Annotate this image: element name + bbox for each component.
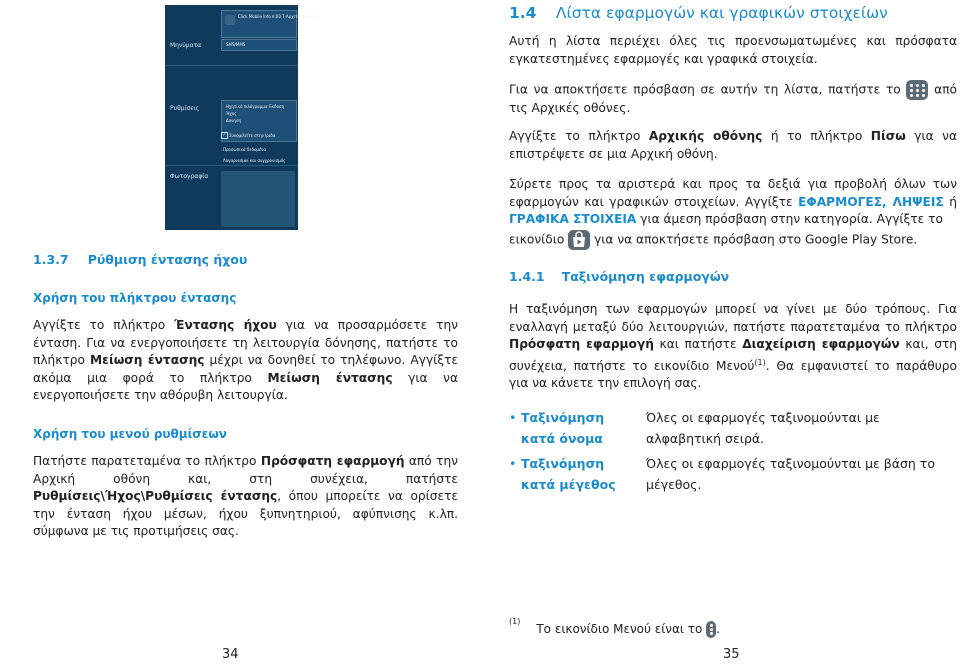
paragraph-play-store bbox=[509, 230, 957, 250]
subsection-number: 1.4.1 bbox=[509, 269, 545, 284]
phone-row-text: SMS/MMS bbox=[226, 42, 246, 47]
phone-label-messages: Μηνύματα bbox=[170, 42, 202, 49]
footnote-mark: (1) bbox=[509, 617, 521, 626]
emphasis-text: ΓΡΑΦΙΚΑ ΣΤΟΙΧΕΙΑ bbox=[509, 212, 637, 226]
message-input bbox=[221, 39, 297, 51]
text-run: ή το πλήκτρο bbox=[762, 129, 871, 143]
bullet-icon: • bbox=[509, 456, 517, 471]
text-run: για να ενεργοποιήσετε την αθόρυβη λειτουργία. bbox=[33, 370, 459, 402]
phone-screenshot bbox=[165, 5, 323, 230]
phone-label-settings: Ρυθμίσεις bbox=[170, 105, 200, 112]
section-title: Ρύθμιση έντασης ήχου bbox=[87, 252, 248, 267]
text-run: από την Αρχική οθόνη και, στη συνέχεια, πατήστε bbox=[33, 454, 458, 486]
text-run: για να προσαρμόσετε την ένταση. Για να ενεργοποιήσετε τη λειτουργία δόνησης, πατήστε το πλήκτρο bbox=[33, 318, 458, 367]
emphasis-text: Πίσω bbox=[870, 129, 906, 143]
play-store-text-end: για να αποκτήσετε πρόσβαση στο Google Play Store. bbox=[590, 232, 918, 247]
phone-row-text: Προσωπικά δεδομένα bbox=[223, 147, 266, 152]
text-run: και, στη συνέχεια, πατήστε το εικονίδιο Μενού bbox=[509, 337, 958, 373]
paragraph-intro: Αυτή η λίστα περιέχει όλες τις προενσωματωμένες και πρόσφατα εγκατεστημένες εφαρμογές και γραφικά στοιχεία. bbox=[509, 34, 957, 66]
access-text-end: από τις Αρχικές οθόνες. bbox=[509, 82, 957, 115]
bullet-icon: • bbox=[509, 410, 517, 425]
phone-row-text: Click Mobile Info π:00 Τ-Αρχιτεκτονική 2.0 bbox=[238, 14, 323, 19]
text-run: Σύρετε προς τα αριστερά και προς τα δεξιά για προβολή όλων των εφαρμογών και γραφικών στοιχείων. Αγγίξτε bbox=[509, 177, 957, 209]
list-item-term: Ταξινόμηση κατά όνομα bbox=[521, 410, 605, 446]
text-run: , όπου μπορείτε να ορίσετε την ένταση ήχου μέσων, ήχου ξυπνητηριού, αφύπνισης κ.λπ. σύμφωνα με τις προτιμήσεις σας. bbox=[33, 489, 458, 538]
message-card bbox=[221, 10, 323, 38]
emphasis-text: ΕΦΑΡΜΟΓΕΣ, ΛΗΨΕΙΣ bbox=[798, 194, 944, 209]
list-item-desc: Όλες οι εφαρμογές ταξινομούνται με αλφαβητική σειρά. bbox=[646, 410, 880, 446]
phone-row-text: Συνομιλείτε στην Ιριδα bbox=[229, 133, 276, 138]
text-run: Αγγίξτε το πλήκτρο bbox=[33, 318, 175, 332]
footnote bbox=[509, 617, 720, 638]
paragraph-volume-key bbox=[33, 317, 458, 405]
emphasis-text: Έντασης ήχου bbox=[174, 318, 277, 332]
phone-row-text: Ήχος bbox=[226, 111, 237, 116]
section-number: 1.3.7 bbox=[33, 252, 69, 267]
list-item-desc: Όλες οι εφαρμογές ταξινομούνται με βάση το μέγεθος. bbox=[646, 456, 935, 492]
emphasis-text: Διαχείριση εφαρμογών bbox=[742, 337, 900, 351]
section-heading-volume bbox=[33, 249, 458, 268]
access-text: Για να αποκτήσετε πρόσβαση σε αυτήν τη λίστα, πατήστε το bbox=[509, 82, 907, 97]
emphasis-text: Αρχικής οθόνης bbox=[648, 129, 763, 143]
text-run: . Θα εμφανιστεί το παράθυρο για να κάνετε την επιλογή σας. bbox=[509, 358, 957, 391]
subheading-settings-menu: Χρήση του μενού ρυθμίσεων bbox=[33, 427, 227, 441]
play-store-text: εικονίδιο bbox=[509, 232, 569, 247]
text-run: Αγγίξτε το πλήκτρο bbox=[509, 129, 649, 143]
emphasis-text: Πρόσφατη εφαρμογή bbox=[260, 454, 405, 468]
phone-row-text: Δονηση bbox=[226, 118, 242, 123]
text-run: ή bbox=[943, 194, 957, 209]
section-heading-apps bbox=[509, 4, 957, 22]
page-number-left: 34 bbox=[222, 647, 239, 662]
text-run: και πατήστε bbox=[653, 337, 743, 351]
paragraph-settings-menu bbox=[33, 453, 458, 541]
subsection-heading-sort bbox=[509, 266, 957, 285]
subsection-title: Ταξινόμηση εφαρμογών bbox=[561, 269, 730, 284]
page-number-right: 35 bbox=[723, 647, 740, 662]
emphasis-text: Ρυθμίσεις\Ήχος\Ρυθμίσεις έντασης bbox=[33, 489, 278, 503]
footnote-text: Το εικονίδιο Μενού είναι το bbox=[536, 622, 707, 636]
menu-icon bbox=[706, 621, 716, 638]
footnote-end: . bbox=[716, 622, 720, 636]
emphasis-text: Μείωση έντασης bbox=[90, 353, 205, 367]
text-run: για άμεση πρόσβαση στην κατηγορία. Αγγίξτε το bbox=[636, 212, 943, 226]
phone-label-photo: Φωτογραφία bbox=[170, 173, 209, 180]
list-item-term: Ταξινόμηση κατά μέγεθος bbox=[521, 456, 616, 492]
contact-avatar bbox=[225, 15, 235, 25]
section-number: 1.4 bbox=[509, 4, 537, 22]
play-store-icon bbox=[568, 230, 590, 250]
text-run: μέχρι να δονηθεί το τηλέφωνο. Αγγίξτε ακόμα μια φορά το πλήκτρο bbox=[33, 353, 458, 385]
subheading-volume-key: Χρήση του πλήκτρου έντασης bbox=[33, 291, 237, 305]
app-list-icon bbox=[906, 80, 928, 100]
section-title: Λίστα εφαρμογών και γραφικών στοιχείων bbox=[555, 4, 888, 22]
text-run: Η ταξινόμηση των εφαρμογών μπορεί να γίνει με δύο τρόπους. Για εναλλαγή μεταξύ δύο λειτουργιών, πατήστε παρατεταμένα το πλήκτρο bbox=[509, 302, 957, 334]
emphasis-text: Πρόσφατη εφαρμογή bbox=[509, 337, 654, 351]
photo-thumbnail bbox=[221, 171, 295, 227]
paragraph-access bbox=[509, 80, 957, 118]
paragraph-sort bbox=[509, 301, 957, 393]
phone-row-text: Λογαριασμοί και συγχρονισμός bbox=[223, 158, 286, 163]
text-run: (1) bbox=[754, 357, 766, 367]
text-run: για να επιστρέψετε σε μια Αρχική οθόνη. bbox=[509, 129, 958, 161]
text-run: Πατήστε παρατεταμένα το πλήκτρο bbox=[33, 454, 261, 468]
paragraph-back bbox=[509, 128, 957, 163]
checkbox-icon: ✓ bbox=[222, 132, 227, 138]
paragraph-swipe bbox=[509, 176, 957, 229]
phone-row-text: Ηχητικό πιλόγραμμα Έκδοση bbox=[226, 104, 285, 109]
emphasis-text: Μείωση έντασης bbox=[267, 370, 393, 385]
